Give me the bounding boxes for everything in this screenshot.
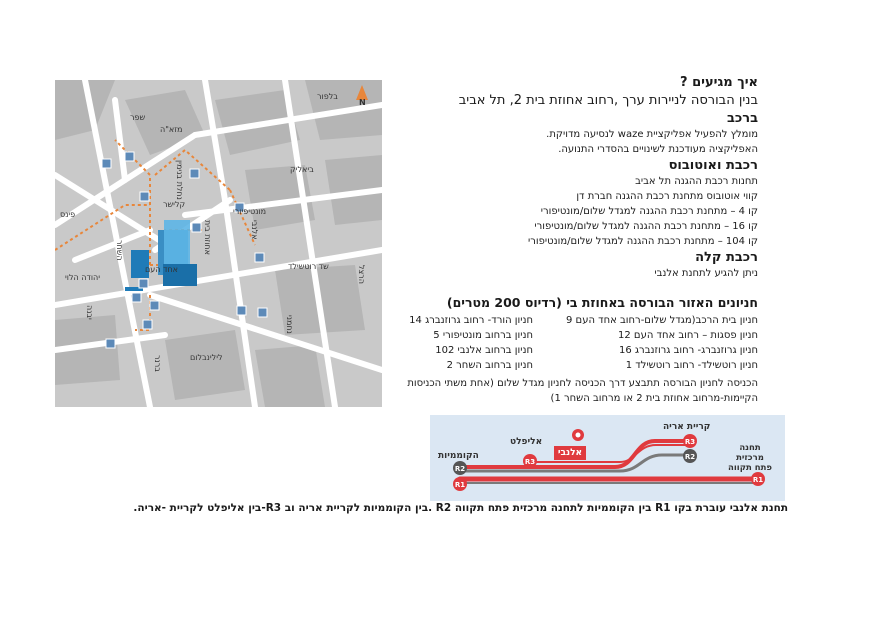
car-line: מומלץ להפעיל אפליקציית waze לנסיעה מדויקת. [546,129,758,140]
station-hakomemiyut: הקוממיות [438,451,479,461]
parking-item: חניון גרוזנברג- רחוב גרוזנברג 16 [619,345,758,356]
bus-heading: רכבת ואוטובוס [668,158,758,173]
note-line: הכניסה לחניון הבורסה תתבצע דרך הכניסה לחניון מגדל שלום (אחת משתי הכניסות [407,378,758,389]
bus-line: קו 4 – מתחנת רכבת ההגנה למגדל שלום/מונטיפורי [540,206,758,217]
street-label: פינס [60,210,76,219]
street-label: נחמני [285,315,294,334]
street-label: יהודה הלוי [65,273,101,282]
bus-line: תחנות רכבת ההגנה תל אביב [635,176,758,187]
street-label: בלפור [317,92,338,101]
svg-text:R2: R2 [684,453,696,461]
street-label: נחלת בנימין [175,160,184,200]
station-kiryat-arye: קריית אריה [663,422,711,432]
directions-title: איך מגיעים ? [680,75,758,90]
parking-item: חניון פסגות – רחוב אחד העם 12 [618,330,758,341]
svg-text:R3: R3 [524,458,536,466]
street-label: לילינבלום [190,353,223,362]
street-label: אחד העם [145,265,179,274]
svg-text:R1: R1 [454,481,466,489]
parking-item: חניון ברחוב השחר 2 [446,360,533,371]
parking-item: חניון ברחוב מונטיפורי 5 [433,330,533,341]
parking-item: חניון בית הרכב(מגדל שלום-רחוב אחד העם 9 [566,315,758,326]
parking-section [318,294,758,373]
street-label: השחר [115,240,124,261]
street-label: הרצל [357,265,366,285]
car-line: האפליקציה מעודכנת לשינויים בהסדרי התנועה. [558,144,758,155]
street-label: אלנבי [250,220,259,240]
parking-item: חניון ברחוב אלנבי 102 [435,345,533,356]
north-arrow-icon: N [359,98,366,107]
svg-text:R1: R1 [752,476,764,484]
light-rail-heading: רכבת קלה [695,250,758,265]
parking-heading: חניונים האזור הבורסה באחוזת בי (רדיוס 200 מטרים) [446,295,758,310]
car-heading: ברכב [726,111,758,126]
svg-text:R2: R2 [454,465,466,473]
footer-note: תחנת אלנבי עוברת בקו R1 בין הקוממיות לתחנה מרכזית פתח תקווה R2 .בין הקוממיות לקריית אריה וב R3-בין אליפלט לקריית -אריה. [133,502,788,514]
bus-line: קו 16 – מתחנת רכבת ההגנה למגדל שלום/מונטיפורי [534,221,758,232]
svg-text:R3: R3 [684,438,696,446]
street-label: מונטיפיורי [233,207,267,216]
parking-item: חניון רוטשילד- רחוב רוטשילד 1 [625,360,758,371]
address: בנין הבורסה לניירות ערך ,רחוב אחוזת בית 2, תל אביב [458,93,758,108]
station-allenby: אלנבי [557,448,583,458]
rail-diagram [430,415,785,501]
station-elifelet: אליפלט [510,437,543,447]
street-label: יבנה [85,305,94,320]
street-label: ביאליק [290,165,314,174]
street-label: מזא"ה [160,125,183,134]
parking-item: חניון הורד- רחוב גרוזנברג 14 [409,315,533,326]
light-rail-line: ניתן להגיע לתחנת אלנבי [654,268,758,279]
note-line: הקיימות-מרחוב אחוזת בית 2 או מרחוב השחר 1) [550,393,758,404]
street-label: קלישר [163,200,186,209]
bus-line: קו 104 – מתחנת רכבת ההגנה למגדל שלום/מונטיפורי [528,236,758,247]
bus-line: קווי אוטובוס מתחנת רכבת ההגנה חברת דן [576,191,758,202]
street-label: ברנר [153,355,162,372]
parking-note [318,376,758,406]
station-terminal: תחנה מרכזית פתח תקווה [728,443,772,473]
street-label: אחוזת בית [203,220,212,255]
street-label: שפר [130,113,146,122]
street-label: שד רוטשילד [288,262,329,271]
directions-panel [428,74,758,281]
